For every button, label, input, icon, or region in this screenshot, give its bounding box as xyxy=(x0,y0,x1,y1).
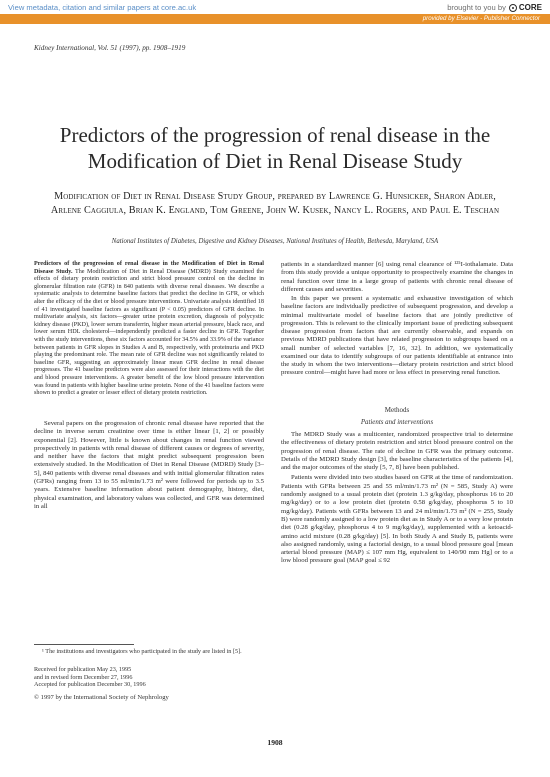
page-number: 1908 xyxy=(267,738,283,747)
accepted-line: Accepted for publication December 30, 1996 xyxy=(34,681,146,689)
copyright: © 1997 by the International Society of Nephrology xyxy=(34,694,169,701)
journal-citation: Kidney International, Vol. 51 (1997), pp. 1908–1919 xyxy=(34,44,186,52)
section-heading-methods: Methods xyxy=(384,406,410,414)
footnote-divider xyxy=(34,644,134,645)
paragraph: patients in a standardized manner [6] using renal clearance of ¹²⁵I-iothalamate. Data from this study provide a unique opportunity to prospectively examine the changes in renal function over time in a large group of patients with chronic renal disease of different causes and severities. xyxy=(281,261,513,293)
received-dates xyxy=(34,666,264,689)
core-banner xyxy=(0,0,550,24)
core-metadata-link[interactable]: View metadata, citation and similar papers at core.ac.uk xyxy=(8,3,197,12)
abstract-lead: Predictors of the progression of renal disease in the Modification of Diet in Renal Disease Study. xyxy=(34,261,264,275)
introduction-continued xyxy=(281,261,513,378)
revised-line: and in revised form December 27, 1996 xyxy=(34,673,133,681)
paragraph: In this paper we present a systematic and exhaustive investigation of which baseline factors are individually predictive of subsequent progression, and develop a minimal multivariate model of baseline factors that are jointly predictive of progression. This is relevant to the clinically important issue of predicting subsequent disease progression from factors that are currently observable, and expands on previous MDRD publications that have related progression to subgroups based on a small number of selected variables [7, 16, 32]. In addition, we systematically examined our data to identify subgroups of our patients identifiable at entrance into the study in whom the two interventions—dietary protein restriction and strict blood pressure control—might have had more or less effect in preserving renal function. xyxy=(281,295,513,377)
footnote: ¹ The institutions and investigators who participated in the study are listed in [5]. xyxy=(42,648,242,655)
abstract xyxy=(34,261,264,398)
core-brand[interactable] xyxy=(447,3,542,12)
core-logo-text: CORE xyxy=(518,3,542,12)
core-logo xyxy=(509,3,542,12)
paragraph: Patients were divided into two studies based on GFR at the time of randomization. Patients with GFRs between 25 and 55 ml/min/1.73 m² (N = 585, Study A) were randomly assigned to a usual protein diet (protein 1.3 g/kg/day, phosphorus 16 to 20 mg/kg/day) or to a low protein diet (protein 0.58 g/kg/day, phosphorus 5 to 10 mg/kg/day). Patients with GFRs between 13 and 24 ml/min/1.73 m² (N = 255, Study B) were randomly assigned to a low protein diet as in Study A or to a very low protein diet (0.28 g/kg/day, phosphorus 4 to 9 mg/kg/day), supplemented with a ketoacid-amino acid mixture (0.28 g/kg/day) [5]. In both Study A and Study B, patients were also assigned randomly, using a factorial design, to a usual blood pressure goal [mean arterial blood pressure (MAP) ≤ 107 mm Hg, equivalent to 140/90 mm Hg] or to a low blood pressure goal (MAP goal ≤ 92 xyxy=(281,474,513,565)
paragraph: The MDRD Study was a multicenter, randomized prospective trial to determine the effectiveness of dietary protein restriction and strict blood pressure control on the progression of renal disease. The rate of decline in GFR was the primary outcome. Details of the MDRD Study design [3], the baseline characteristics of the patients [4], and the major outcomes of the study [5, 7, 8] have been published. xyxy=(281,431,513,472)
brought-by-label: brought to you by xyxy=(447,3,506,12)
article-title: Predictors of the progression of renal disease in the Modification of Diet in Renal Disease Study xyxy=(59,123,491,173)
methods-body xyxy=(281,431,513,566)
received-line: Received for publication May 23, 1995 xyxy=(34,666,132,673)
abstract-body: The Modification of Diet in Renal Disease (MDRD) Study examined the effects of dietary protein restriction and strict blood pressure control on the decline in glomerular filtration rate (GFR) in 840 patients with diverse renal diseases. We describe a systematic analysis to determine baseline factors that predict the decline in GFR, or which alter the efficacy of the diet or blood pressure interventions. Univariate analysis identified 18 of 41 investigated baseline factors as significant (P < 0.05) predictors of GFR decline. In multivariate analysis, six factors—greater urine protein excretion, diagnosis of polycystic kidney disease (PKD), lower serum transferrin, higher mean arterial pressure, black race, and lower serum HDL cholesterol—independently predicted a faster decline in GFR. Together with the study interventions, these six factors accounted for 34.5% and 33.9% of the variance between patients in GFR slopes in Studies A and B, respectively, with proteinuria and PKD playing the predominant role. The mean rate of GFR decline was not significantly related to baseline GFR, suggesting an approximately linear mean GFR decline in renal disease progresses. The 41 baseline predictors were also assessed for their interactions with the diet and blood pressure interventions. A greater benefit of the low blood pressure intervention was found in patients with higher baseline urine protein. None of the 41 baseline factors were shown to predict a greater or lesser effect of dietary protein restriction. xyxy=(34,268,264,397)
author-list: Modification of Diet in Renal Disease Study Group, prepared by Lawrence G. Hunsicker, Sharon Adler, Arlene Caggiula, Brian K. England, Tom Greene, John W. Kusek, Nancy L. Rogers, and Paul E. Teschan xyxy=(50,191,500,216)
provided-by-strip[interactable]: provided by Elsevier - Publisher Connector xyxy=(0,14,550,24)
subsection-heading: Patients and interventions xyxy=(360,419,434,426)
core-logo-icon xyxy=(509,4,517,12)
introduction: Several papers on the progression of chronic renal disease have reported that the decline in inverse serum creatinine over time is either linear [1, 2] or possibly exponential [2]. However, little is known about changes in renal function viewed prospectively in patients with renal disease of different causes or degrees of severity, and neither have the factors that might predict subsequent progression been extensively studied. In the Modification of Diet in Renal Disease (MDRD) Study [3–5], 840 patients with diverse renal diseases and with initial glomerular filtration rates (GFRs) ranging from 13 to 55 ml/min/1.73 m² were followed for periods up to 3.5 years. Extensive baseline information about patient demography, history, diet, physical examination, and laboratory values was collected, and GFR was determined in all xyxy=(34,420,264,510)
affiliation: National Institutes of Diabetes, Digestive and Kidney Diseases, National Institutes of Health, Bethesda, Maryland, USA xyxy=(111,238,439,245)
